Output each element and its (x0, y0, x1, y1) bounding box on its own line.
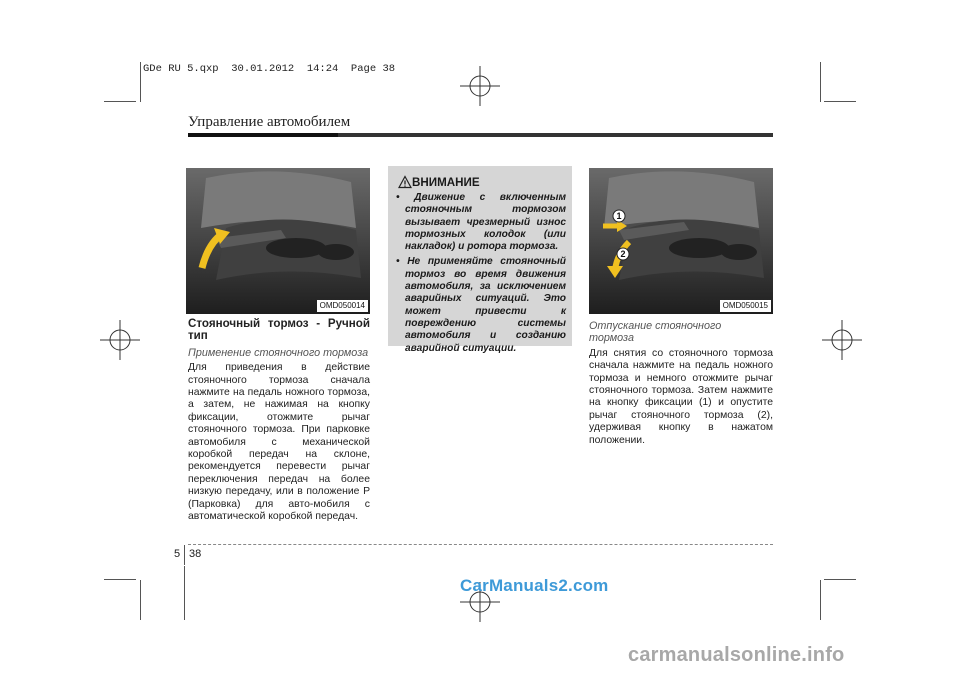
warning-item: • Движение с включенным стояночным тормозом вызывает чрезмерный износ тормозных колодок (или накладок) и ротора тормоза. (396, 192, 566, 253)
crop-mark (824, 579, 856, 580)
photo-code: OMD050015 (720, 300, 771, 312)
warning-list (396, 192, 566, 358)
crop-mark (184, 566, 185, 620)
marker-1: 1 (616, 211, 622, 221)
footer-rule (188, 544, 773, 545)
page-number: 38 (189, 548, 202, 560)
warning-title: ВНИМАНИЕ (412, 176, 480, 189)
section-title: Стояночный тормоз - Ручной тип (188, 317, 370, 343)
body-paragraph: Для приведения в действие стояночного тормоза сначала нажмите на педаль ножного тормоза, а затем, не нажимая на кнопку фиксации, отожмите рычаг стояночного тормоза. При парковке автомобиля с механической коробкой передач на склоне, рекомендуется перевести рычаг переключения передач на более низкую передачу, или в положение P (Парковка) для авто-мобиля с автоматической коробкой передач. (188, 362, 370, 523)
crop-mark (104, 579, 136, 580)
registration-mark-icon (100, 320, 140, 360)
registration-mark-icon (822, 320, 862, 360)
chapter-number: 5 (174, 548, 181, 560)
header-rule-accent (188, 133, 338, 137)
crop-mark (140, 62, 141, 102)
console-illustration (589, 168, 773, 314)
body-paragraph: Для снятия со стояночного тормоза сначала нажмите на педаль ножного тормоза и немного отожмите рычаг стояночного тормоза. Затем нажмите на кнопку фиксации (1) и опустите рычаг стояночного тормоза (2), удерживая кнопку в нажатом положении. (589, 347, 773, 446)
parking-brake-release-photo (589, 168, 773, 314)
watermark-carmanualsonline[interactable]: carmanualsonline.info (628, 644, 845, 666)
console-illustration (186, 168, 370, 314)
page-number-separator (184, 545, 185, 565)
warning-item: • Не применяйте стояночный тормоз во время движения автомобиля, за исключением аварийных ситуаций. Это может привести к повреждению системы автомобиля и созданию аварийной ситуации. (396, 256, 566, 354)
subsection-title: Отпускание стояночного тормоза (589, 320, 722, 345)
watermark-carmanuals2[interactable]: CarManuals2.com (460, 576, 609, 595)
marker-2: 2 (620, 249, 626, 259)
subsection-title: Применение стояночного тормоза (188, 346, 369, 359)
parking-brake-apply-photo (186, 168, 370, 314)
print-slug: GDe RU 5.qxp 30.01.2012 14:24 Page 38 (143, 63, 396, 75)
crop-mark (820, 62, 821, 102)
left-column (188, 318, 370, 524)
photo-code: OMD050014 (317, 300, 368, 312)
page-header-title: Управление автомобилем (188, 114, 351, 130)
warning-box (388, 166, 572, 354)
crop-mark (820, 580, 821, 620)
crop-mark (140, 580, 141, 620)
crop-mark (104, 101, 136, 102)
crop-mark (824, 101, 856, 102)
warning-triangle-icon (398, 174, 412, 190)
right-column (589, 320, 773, 447)
registration-mark-icon (460, 66, 500, 106)
